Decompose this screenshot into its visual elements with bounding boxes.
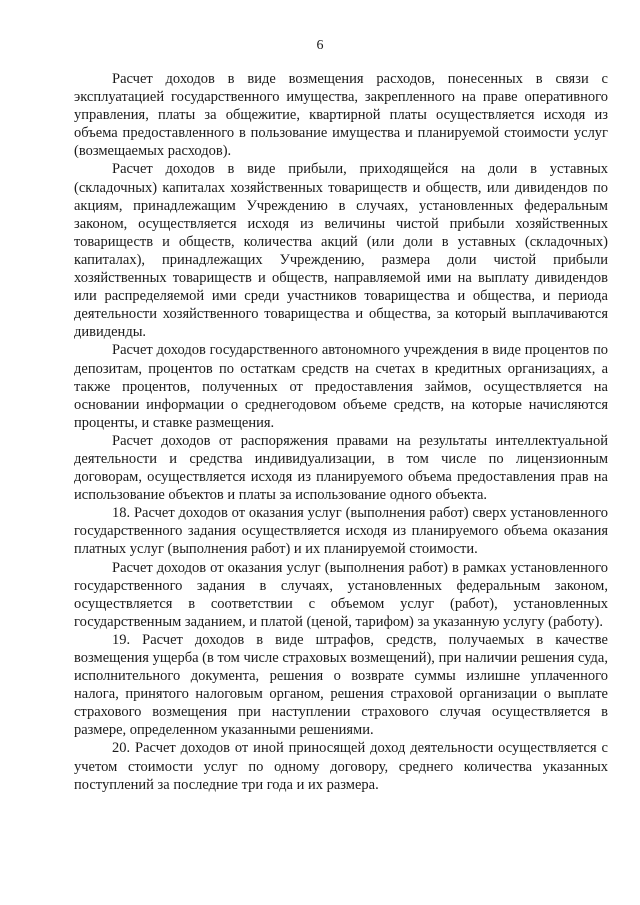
page-number: 6 [316,38,324,53]
paragraph-18-paid-services: 18. Расчет доходов от оказания услуг (выполнения работ) сверх установленного государственного задания осуществляется исходя из планируемого объема оказания платных услуг (выполнения работ) и их планируемой стоимости. [74,505,608,558]
paragraph-19-fines-damages: 19. Расчет доходов в виде штрафов, средств, получаемых в качестве возмещения ущерба (в том числе страховых возмещений), при наличии решения суда, исполнительного документа, решения о возврате суммы излишне уплаченного налога, принятого налоговым органом, решения страховой организации о выплате страхового возмещения при наступлении страхового случая осуществляется в размере, определенном указанными решениями. [74,631,608,739]
paragraph-20-other-income: 20. Расчет доходов от иной приносящей доход деятельности осуществляется с учетом стоимости услуг по одному договору, среднего количества указанных поступлений за последние три года и их размера. [74,740,608,793]
paragraph-interest-income: Расчет доходов государственного автономного учреждения в виде процентов по депозитам, процентов по остаткам средств на счетах в кредитных организациях, а также процентов, полученных от предоставления займов, осуществляется на основании информации о среднегодовом объеме средств, на которые начисляются проценты, и ставке размещения. [74,342,608,431]
paragraph-reimbursement-income: Расчет доходов в виде возмещения расходов, понесенных в связи с эксплуатацией государственного имущества, закрепленного на праве оперативного управления, платы за общежитие, квартирной платы осуществляется исходя из объема предоставленного в пользование имущества и планируемой стоимости услуг (возмещаемых расходов). [74,71,608,160]
document-body [74,70,608,794]
paragraph-intellectual-property-income: Расчет доходов от распоряжения правами на результаты интеллектуальной деятельности и средства индивидуализации, в том числе по лицензионным договорам, осуществляется исходя из планируемого объема предоставления прав на использование объектов и платы за использование одного объекта. [74,432,608,504]
paragraph-dividend-income: Расчет доходов в виде прибыли, приходящейся на доли в уставных (складочных) капиталах хозяйственных товариществ и обществ, или дивидендов по акциям, принадлежащим Учреждению в случаях, установленных федеральным законом, осуществляется исходя из величины чистой прибыли хозяйственных товариществ и обществ, количества акций (или доли в уставных (складочных) капиталах), принадлежащих Учреждению, размера доли чистой прибыли хозяйственных товариществ и обществ, направляемой ими на выплату дивидендов или распределяемой ими среди участников товарищества и общества, и периода деятельности хозяйственного товарищества и общества, за который выплачиваются дивиденды. [74,161,608,341]
paragraph-state-task-services: Расчет доходов от оказания услуг (выполнения работ) в рамках установленного государственного задания в случаях, установленных федеральным законом, осуществляется в соответствии с объемом услуг (работ), установленных государственным заданием, и платой (ценой, тарифом) за указанную услугу (работу). [74,559,608,630]
